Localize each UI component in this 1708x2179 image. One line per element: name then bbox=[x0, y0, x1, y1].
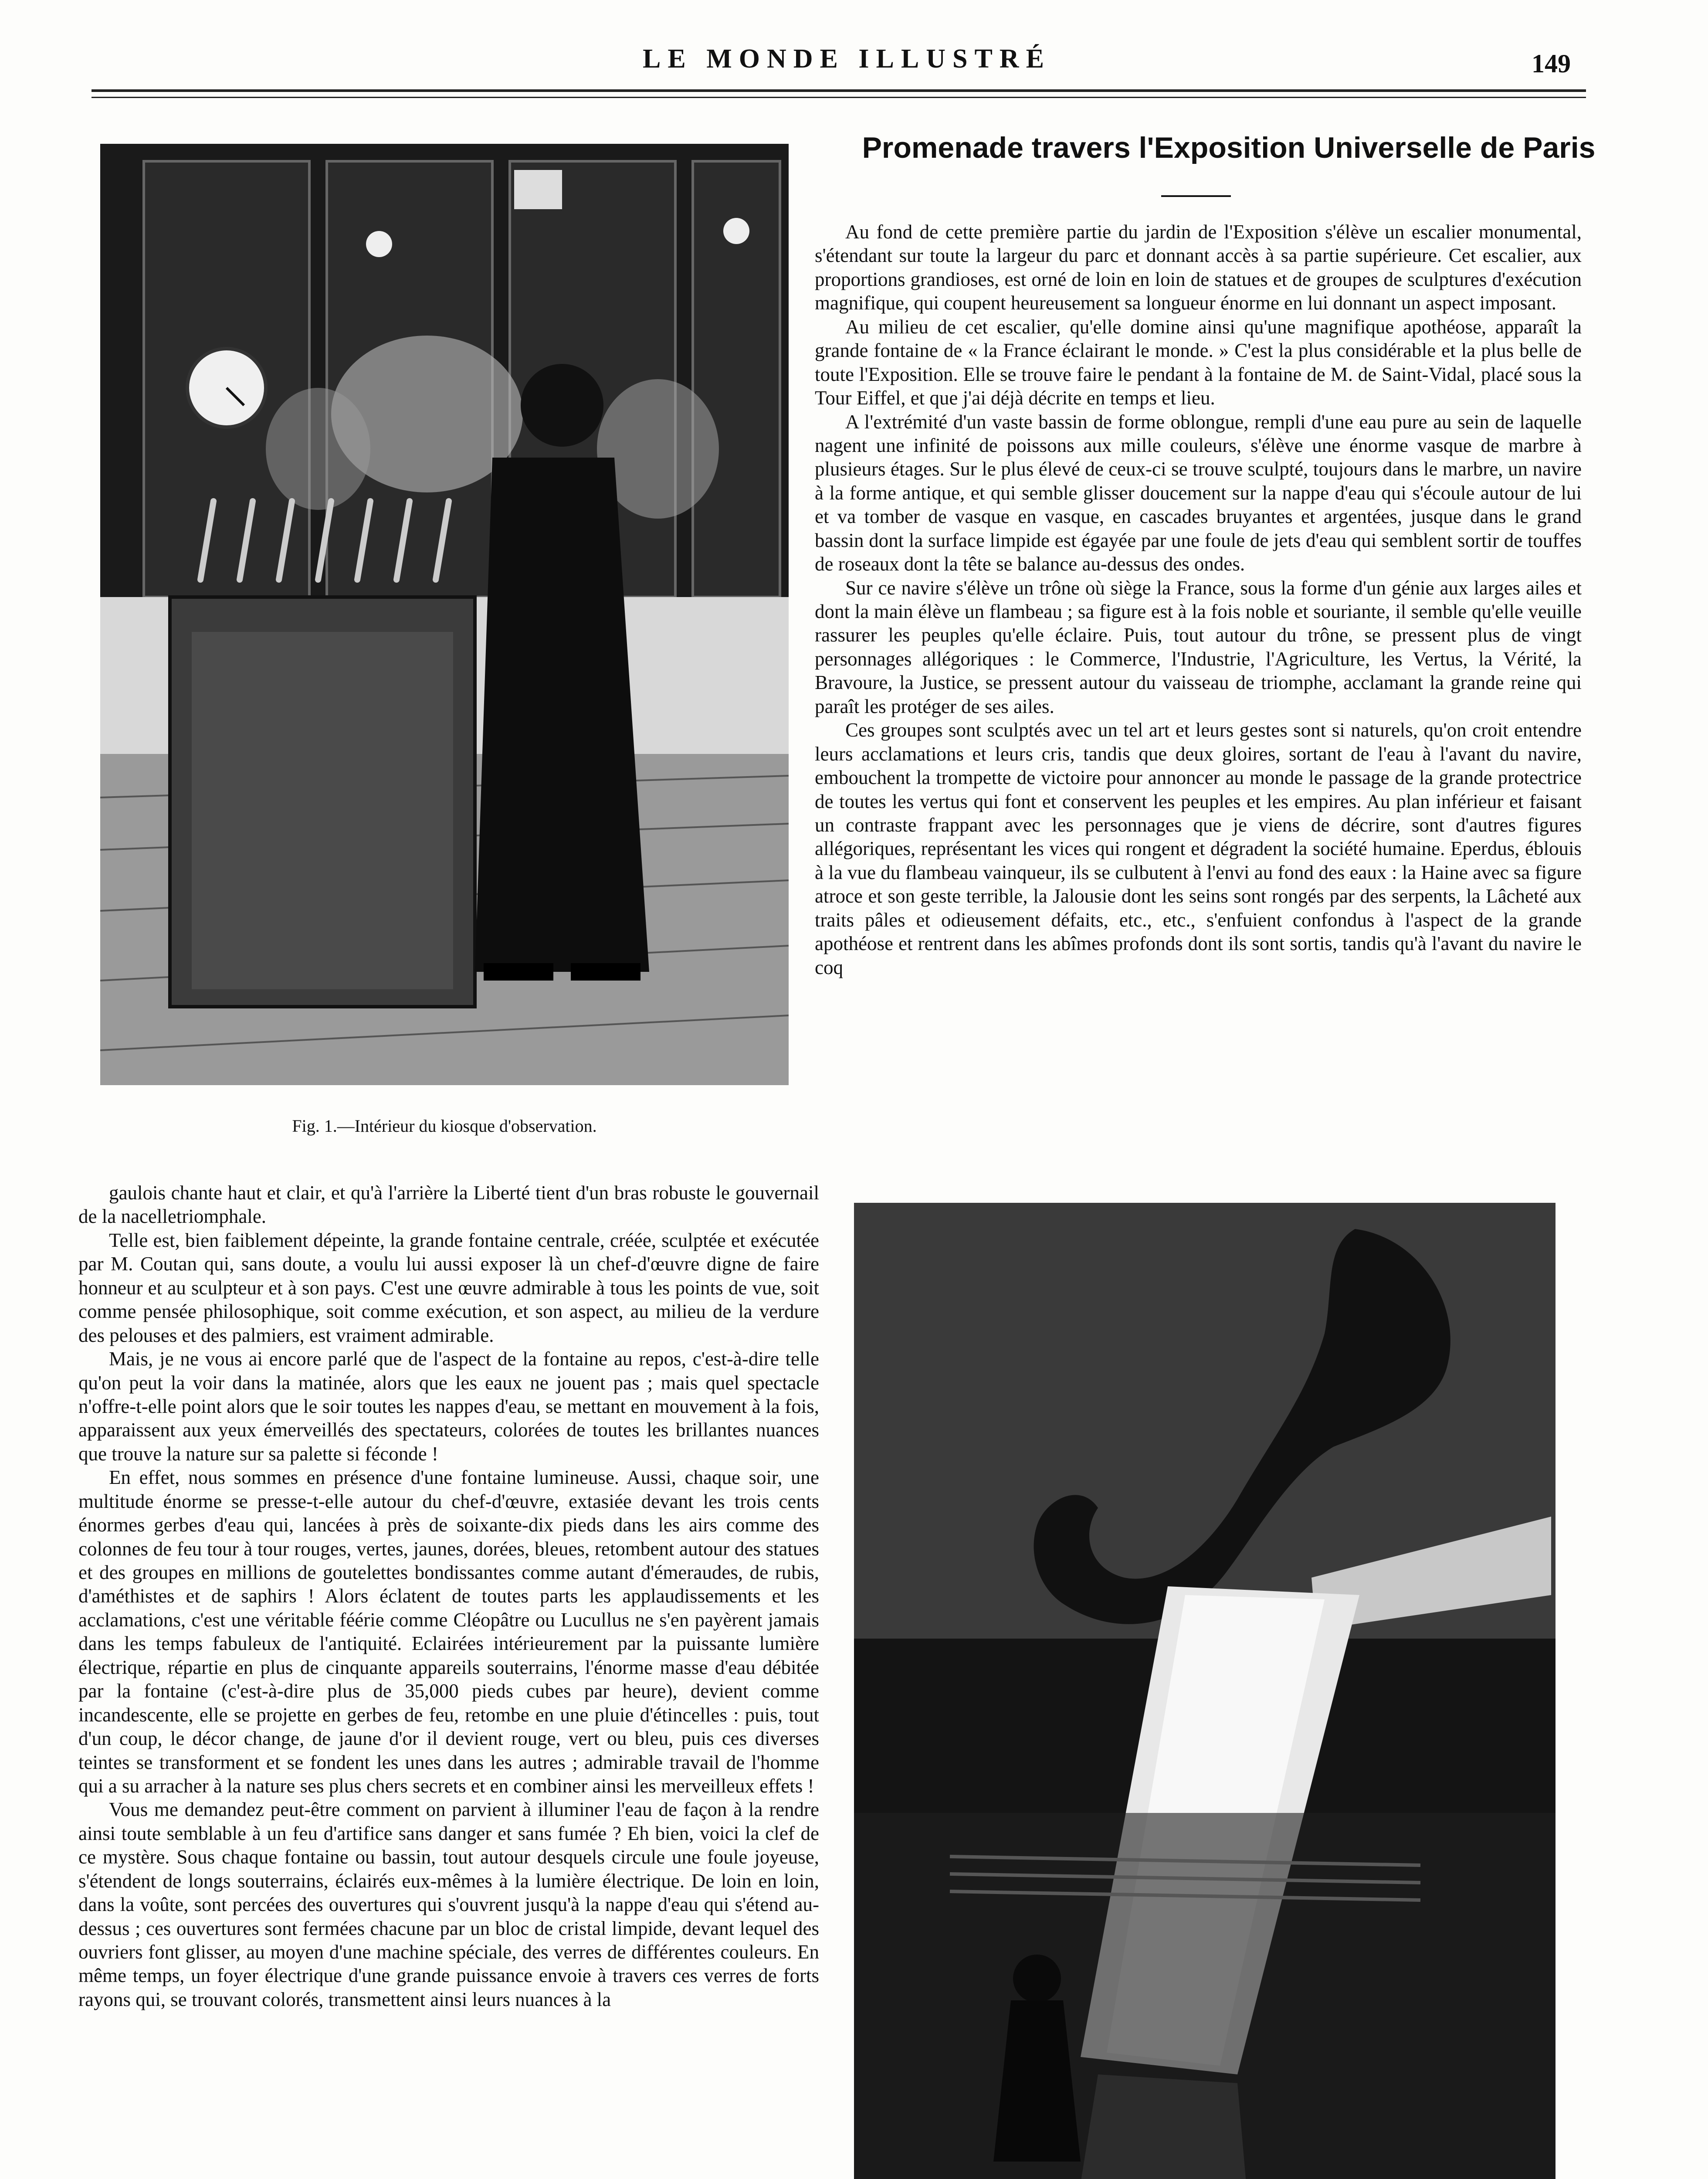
journal-title: LE MONDE ILLUSTRÉ bbox=[643, 44, 1051, 74]
paragraph: Au fond de cette première partie du jardin de l'Exposition s'élève un escalier monumental, s'étendant sur toute la largeur du parc et donnant accès à sa partie supérieure. Cet escalier, aux proportions grandioses, est orné de loin en loin de statues et de groupes de sculptures d'exécution magnifique, qui coupent heureusement sa longueur énorme en lui donnant un aspect imposant. bbox=[815, 221, 1582, 314]
page-header bbox=[92, 44, 1582, 96]
paragraph: A l'extrémité d'un vaste bassin de forme oblongue, rempli d'une eau pure au sein de laquelle nagent une infinité de poissons aux mille couleurs, s'élève une énorme vasque de marbre à plusieurs étages. Sur le plus élevé de ceux-ci se trouve sculpté, toujours dans le marbre, un navire à la forme antique, et qui semble glisser doucement sur la nappe d'eau qui s'écoule autour de lui et va tomber de vasque en vasque, en cascades bruyantes et argentées, jusque dans le grand bassin dont la surface limpide est égayée par une foule de jets d'eau qui semblent sortir de touffes de roseaux dont la tête se balance au-dessus des ondes. bbox=[815, 411, 1582, 575]
paragraph: Sur ce navire s'élève un trône où siège la France, sous la forme d'un génie aux larges ailes et dont la main élève un flambeau ; sa figure est à la fois noble et souriante, il semble qu'elle veuille rassurer les peuples qu'elle éclaire. Puis, tout autour du trône, se pressent plus de vingt personnages allégoriques : le Commerce, l'Industrie, l'Agriculture, les Vertus, la Vérité, la Bravoure, la Justice, se pressent autour du vaisseau de triomphe, acclamant la grande reine qui paraît les protéger de ses ailes. bbox=[815, 577, 1582, 717]
header-rule-thin bbox=[92, 97, 1586, 98]
paragraph: Mais, je ne vous ai encore parlé que de l'aspect de la fontaine au repos, c'est-à-dire telle qu'on peut la voir dans la matinée, alors que les eaux ne jouent pas ; mais quel spectacle n'offre-t-elle point alors que le soir toutes les nappes d'eau, se mettant en mouvement à la fois, apparaissent aux yeux émerveillés des spectateurs, colorées de toutes les brillantes nuances que trouve la nature sur sa palette si féconde ! bbox=[78, 1348, 819, 1465]
page-number: 149 bbox=[1532, 49, 1571, 78]
figure-1-engraving bbox=[100, 144, 789, 1085]
title-rule bbox=[1161, 195, 1231, 197]
paragraph: gaulois chante haut et clair, et qu'à l'arrière la Liberté tient d'un bras robuste le gouvernail de la nacelletriomphale. bbox=[78, 1182, 819, 1228]
paragraph: Vous me demandez peut-être comment on parvient à illuminer l'eau de façon à la rendre ainsi toute semblable à un feu d'artifice sans danger et sans fumée ? Eh bien, voici la clef de ce mystère. Sous chaque fontaine ou bassin, tout autour desquels circule une foule joyeuse, s'étendent de longs souterrains, éclairés eux-mêmes à la lumière électrique. De loin en loin, dans la voûte, sont percées des ouvertures qui s'ouvrent jusqu'à la nappe d'eau qui s'étend au-dessus ; ces ouvertures sont fermées chacune par un bloc de cristal limpide, devant lequel des ouvriers font glisser, au moyen d'une machine spéciale, des verres de différentes couleurs. En même temps, un foyer électrique d'une grande puissance envoie à travers ces verres de forts rayons qui, se trouvant colorés, transmettent ainsi leurs nuances à la bbox=[78, 1799, 819, 2010]
figure-2-engraving bbox=[854, 1203, 1556, 2179]
paragraph: Au milieu de cet escalier, qu'elle domine ainsi qu'une magnifique apothéose, apparaît la grande fontaine de « la France éclairant le monde. » C'est la plus considérable et la plus belle de toute l'Exposition. Elle se trouve faire le pendant à la fontaine de M. de Saint-Vidal, placé sous la Tour Eiffel, et que j'ai déjà décrite en temps et lieu. bbox=[815, 316, 1582, 409]
article-column-left bbox=[78, 1181, 819, 2179]
article-title: Promenade travers l'Exposition Universelle de Paris bbox=[862, 131, 1596, 164]
paragraph: En effet, nous sommes en présence d'une fontaine lumineuse. Aussi, chaque soir, une multitude énorme se presse-t-elle autour du chef-d'œuvre, extasiée devant les trois cents énormes gerbes d'eau qui, lancées à près de soixante-dix pieds dans les airs comme des colonnes de feu tour à tour rouges, vertes, jaunes, dorées, bleues, retombent autour des statues et des groupes en millions de goutelettes bondissantes comme autant d'émeraudes, de rubis, d'améthistes et de saphirs ! Alors éclatent de toutes parts les applaudissements et les acclamations, c'est une véritable féérie comme Cléopâtre ou Lucullus ne s'en payèrent jamais dans les temps fabuleux de l'antiquité. Eclairées intérieurement par la puissante lumière électrique, répartie en plus de cinquante appareils souterrains, l'énorme masse d'eau débitée par la fontaine (c'est-à-dire plus de 35,000 pieds cubes par heure), devient comme incandescente, elle se projette en gerbes de feu, retombe en une pluie d'étincelles : puis, tout d'un coup, le décor change, de jaune d'or il devient rouge, vert ou bleu, puis ces diverses teintes se transforment et se fondent les unes dans les autres ; admirable travail de l'homme qui a su arracher à la nature ses plus chers secrets et en combiner ainsi les merveilleux effets ! bbox=[78, 1466, 819, 1797]
article-column-right bbox=[815, 220, 1582, 1170]
paragraph: Telle est, bien faiblement dépeinte, la grande fontaine centrale, créée, sculptée et exécutée par M. Coutan qui, sans doute, a voulu lui aussi exposer là un chef-d'œuvre digne de faire honneur et au sculpteur et à son pays. C'est une œuvre admirable à tous les points de vue, soit comme pensée philosophique, soit comme exécution, et son aspect, au milieu de la verdure des pelouses et des palmiers, est vraiment admirable. bbox=[78, 1229, 819, 1346]
figure-1-caption: Fig. 1.—Intérieur du kiosque d'observation. bbox=[292, 1116, 597, 1136]
header-rule bbox=[92, 89, 1586, 92]
paragraph: Ces groupes sont sculptés avec un tel art et leurs gestes sont si naturels, qu'on croit entendre leurs acclamations et leurs cris, tandis que deux gloires, sortant de l'eau à l'avant du navire, embouchent la trompette de victoire pour annoncer au monde le passage de la grande protectrice de toutes les vertus qui font et conservent les peuples et les empires. Au plan inférieur et faisant un contraste frappant avec les personnages que je viens de décrire, sont d'autres figures allégoriques, représentant les vices qui rongent et dégradent la société humaine. Eperdus, éblouis à la vue du flambeau vainqueur, ils se culbutent à l'envi au fond des eaux : la Haine avec sa figure atroce et son geste terrible, la Jalousie dont les seins sont rongés par des serpents, la Lâcheté aux traits pâles et odieusement défaits, etc., etc., s'enfuient confondus à l'aspect de la grande apothéose et rentrent dans les abîmes profonds dont ils sont sortis, tandis qu'à l'avant du navire le coq bbox=[815, 719, 1582, 978]
